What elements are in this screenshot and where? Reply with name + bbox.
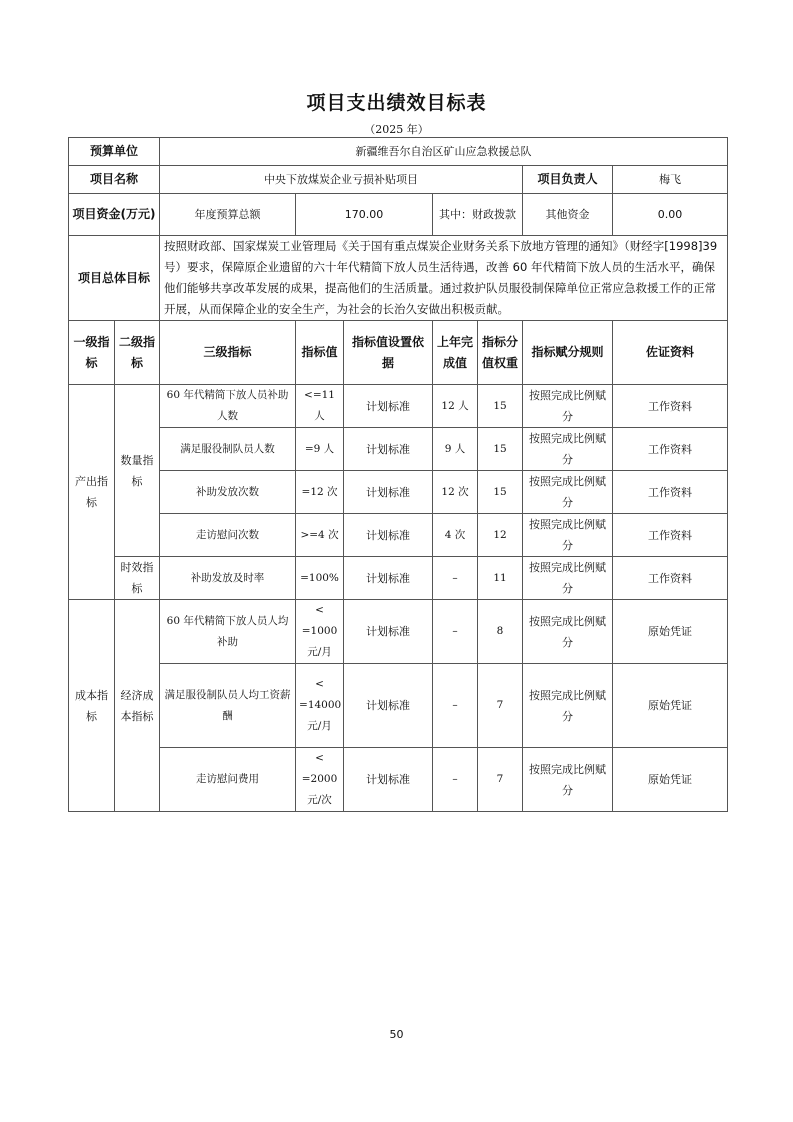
- table-row: [69, 471, 728, 514]
- indicator-rule: 按照完成比例赋分: [523, 748, 613, 812]
- indicator-last-year: –: [433, 664, 478, 748]
- indicator-basis: 计划标准: [344, 514, 433, 557]
- table-row: [69, 385, 728, 428]
- indicator-evidence: 原始凭证: [613, 748, 728, 812]
- table-row: [69, 514, 728, 557]
- indicator-last-year: –: [433, 748, 478, 812]
- table-row: [69, 664, 728, 748]
- leader-value: 梅飞: [613, 166, 728, 194]
- header-rule: 指标赋分规则: [523, 321, 613, 385]
- indicator-weight: 7: [478, 664, 523, 748]
- indicator-weight: 15: [478, 471, 523, 514]
- indicator-value: < =1000 元/月: [296, 600, 344, 664]
- indicator-name: 满足服役制队员人数: [160, 428, 296, 471]
- year-label: （2025 年）: [364, 123, 429, 136]
- header-last-year: 上年完成值: [433, 321, 478, 385]
- header-level3: 三级指标: [160, 321, 296, 385]
- indicator-weight: 12: [478, 514, 523, 557]
- indicator-weight: 15: [478, 428, 523, 471]
- group-cost: 成本指标: [69, 600, 115, 812]
- indicator-rule: 按照完成比例赋分: [523, 514, 613, 557]
- indicator-rule: 按照完成比例赋分: [523, 471, 613, 514]
- indicator-rule: 按照完成比例赋分: [523, 385, 613, 428]
- table-row: [69, 557, 728, 600]
- indicator-value: =9 人: [296, 428, 344, 471]
- indicator-last-year: 4 次: [433, 514, 478, 557]
- indicator-value: =100%: [296, 557, 344, 600]
- indicator-evidence: 工作资料: [613, 557, 728, 600]
- header-level2: 二级指标: [115, 321, 160, 385]
- indicator-rule: 按照完成比例赋分: [523, 557, 613, 600]
- indicator-basis: 计划标准: [344, 557, 433, 600]
- goal-label: 项目总体目标: [69, 236, 160, 321]
- leader-label: 项目负责人: [523, 166, 613, 194]
- group-economic-cost: 经济成本指标: [115, 600, 160, 812]
- indicator-value: <=11 人: [296, 385, 344, 428]
- annual-total-label: 年度预算总额: [160, 194, 296, 236]
- indicator-name: 走访慰问次数: [160, 514, 296, 557]
- group-timeliness: 时效指标: [115, 557, 160, 600]
- indicator-basis: 计划标准: [344, 428, 433, 471]
- indicator-value: < =2000 元/次: [296, 748, 344, 812]
- header-basis: 指标值设置依据: [344, 321, 433, 385]
- indicator-name: 60 年代精简下放人员人均补助: [160, 600, 296, 664]
- other-value: 0.00: [613, 194, 728, 236]
- indicator-value: < =14000 元/月: [296, 664, 344, 748]
- indicator-last-year: 12 人: [433, 385, 478, 428]
- header-weight: 指标分值权重: [478, 321, 523, 385]
- budget-unit-value: 新疆维吾尔自治区矿山应急救援总队: [160, 138, 728, 166]
- performance-table: [68, 137, 728, 812]
- indicator-name: 补助发放及时率: [160, 557, 296, 600]
- project-name-label: 项目名称: [69, 166, 160, 194]
- indicator-value: >=4 次: [296, 514, 344, 557]
- indicator-weight: 7: [478, 748, 523, 812]
- page-number: 50: [389, 1028, 404, 1041]
- indicator-weight: 15: [478, 385, 523, 428]
- table-row: [69, 600, 728, 664]
- indicator-rule: 按照完成比例赋分: [523, 600, 613, 664]
- fiscal-label: 其中：财政拨款: [433, 194, 523, 236]
- indicator-basis: 计划标准: [344, 471, 433, 514]
- indicator-weight: 11: [478, 557, 523, 600]
- indicator-evidence: 工作资料: [613, 428, 728, 471]
- indicator-name: 满足服役制队员人均工资薪酬: [160, 664, 296, 748]
- header-evidence: 佐证资料: [613, 321, 728, 385]
- indicator-basis: 计划标准: [344, 664, 433, 748]
- table-row: [69, 748, 728, 812]
- goal-text: 按照财政部、国家煤炭工业管理局《关于国有重点煤炭企业财务关系下放地方管理的通知》（财经字[1998]39 号）要求，保障原企业遗留的六十年代精简下放人员生活待遇，改善 60 年代精简下放人员的生活水平，确保他们能够共享改革发展的成果，提高他们的生活质量。通过救护队员服役制保障单位正常应急救援工作的正常开展，从而保障企业的安全生产，为社会的长治久安做出积极贡献。: [160, 236, 728, 321]
- indicator-rule: 按照完成比例赋分: [523, 664, 613, 748]
- page-title: 项目支出绩效目标表: [306, 92, 487, 114]
- indicator-basis: 计划标准: [344, 748, 433, 812]
- indicator-last-year: 9 人: [433, 428, 478, 471]
- indicator-basis: 计划标准: [344, 600, 433, 664]
- group-quantity: 数量指标: [115, 385, 160, 557]
- indicator-evidence: 原始凭证: [613, 600, 728, 664]
- indicator-name: 60 年代精简下放人员补助人数: [160, 385, 296, 428]
- table-row: [69, 428, 728, 471]
- indicator-evidence: 工作资料: [613, 471, 728, 514]
- funds-label: 项目资金(万元): [69, 194, 160, 236]
- indicator-basis: 计划标准: [344, 385, 433, 428]
- indicator-evidence: 工作资料: [613, 385, 728, 428]
- indicator-evidence: 原始凭证: [613, 664, 728, 748]
- budget-unit-label: 预算单位: [69, 138, 160, 166]
- group-output: 产出指标: [69, 385, 115, 600]
- indicator-value: =12 次: [296, 471, 344, 514]
- indicator-weight: 8: [478, 600, 523, 664]
- indicator-last-year: –: [433, 600, 478, 664]
- annual-total-value: 170.00: [296, 194, 433, 236]
- indicator-name: 补助发放次数: [160, 471, 296, 514]
- header-level1: 一级指标: [69, 321, 115, 385]
- indicator-last-year: 12 次: [433, 471, 478, 514]
- header-value: 指标值: [296, 321, 344, 385]
- indicator-rule: 按照完成比例赋分: [523, 428, 613, 471]
- project-name-value: 中央下放煤炭企业亏损补贴项目: [160, 166, 523, 194]
- other-label: 其他资金: [523, 194, 613, 236]
- indicator-last-year: –: [433, 557, 478, 600]
- indicator-evidence: 工作资料: [613, 514, 728, 557]
- indicator-name: 走访慰问费用: [160, 748, 296, 812]
